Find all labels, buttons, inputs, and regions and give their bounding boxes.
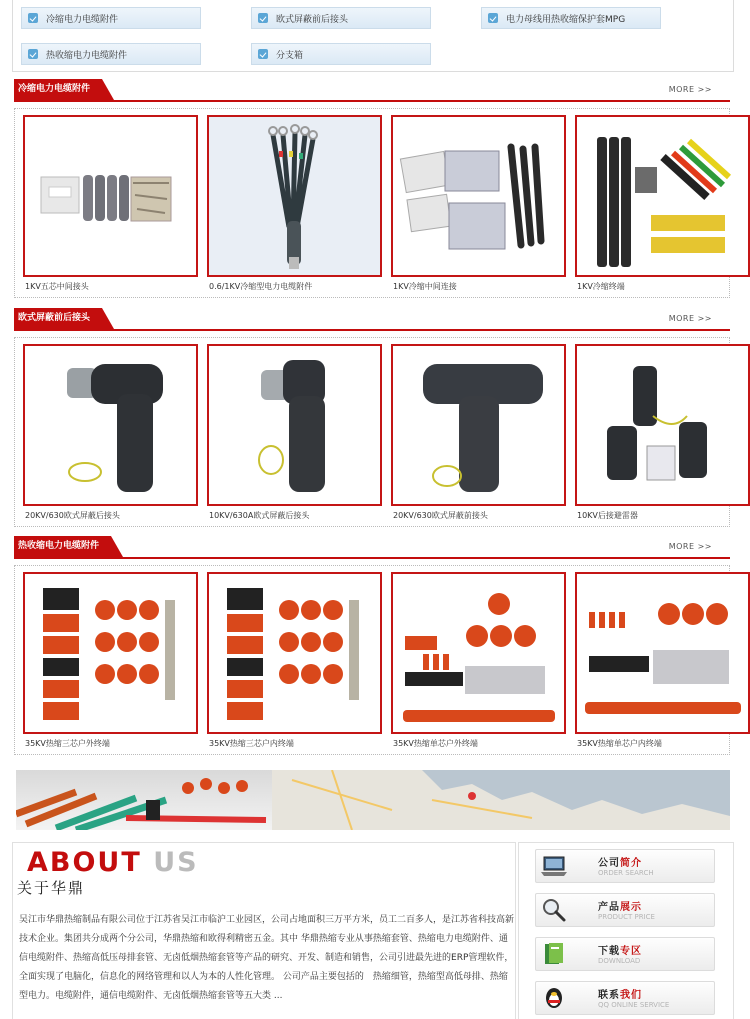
product-image[interactable] xyxy=(23,115,198,277)
product-image[interactable] xyxy=(207,572,382,734)
side-item-products[interactable] xyxy=(535,893,715,927)
product-image[interactable] xyxy=(391,572,566,734)
category-link-euro-connector[interactable] xyxy=(251,7,431,29)
check-square-icon xyxy=(258,13,268,23)
product-card[interactable] xyxy=(391,572,566,749)
product-image[interactable] xyxy=(23,572,198,734)
section-header-cold-shrink xyxy=(14,80,730,102)
side-item-subtitle: ORDER SEARCH xyxy=(598,869,654,877)
product-card[interactable] xyxy=(207,344,382,521)
banner-products-image xyxy=(16,770,272,830)
about-body: 吴江市华鼎热缩制品有限公司位于江苏省吴江市临沪工业园区，公司占地面积三万平方米，员工二百多人，是江苏省科技高新技术企业。集团共分成两个分公司，华鼎热缩和欧得利精密五金。其中 华鼎热缩专业从事热缩套管、热缩电力电缆附件、通信电缆附件、热缩高低压母排套管、无卤低烟热缩套管等产品的研究、开发、制造和销售，公司引进最先进的ERP管理软件，全面实现了电脑化，信息化的网络管理和以人为本的人性化管理。 公司产品主要包括的 热缩细管，热缩型高低母排、热缩型电力。电缆附件，通信电缆附件、无卤低烟热缩套管等五大类 ... xyxy=(19,915,515,1001)
about-decorative-text xyxy=(108,879,413,893)
category-link-branch-box[interactable] xyxy=(251,43,431,65)
category-link-cold-shrink[interactable] xyxy=(21,7,201,29)
side-item-title-a: 联系 xyxy=(598,990,620,1001)
product-grid-cold-shrink xyxy=(14,108,730,298)
about-title-en xyxy=(27,847,199,878)
side-item-title-a: 产品 xyxy=(598,902,620,913)
laptop-icon xyxy=(540,853,568,879)
product-card[interactable] xyxy=(575,572,750,749)
product-card[interactable] xyxy=(391,115,566,292)
side-item-title-a: 下载 xyxy=(598,946,620,957)
product-image[interactable] xyxy=(207,115,382,277)
about-title-cn: 关于华鼎 xyxy=(17,879,86,897)
about-title-en-b: US xyxy=(153,847,199,878)
side-item-title xyxy=(598,854,642,869)
about-title-en-a: ABOUT xyxy=(27,847,142,878)
product-caption[interactable]: 20KV/630欧式屏蔽后接头 xyxy=(25,511,120,520)
more-link[interactable]: MORE >> xyxy=(668,85,712,94)
category-link-heat-shrink[interactable] xyxy=(21,43,201,65)
product-caption[interactable]: 20KV/630欧式屏蔽前接头 xyxy=(393,511,488,520)
product-caption[interactable]: 1KV五芯中间接头 xyxy=(25,282,89,291)
category-link-mpg[interactable] xyxy=(481,7,661,29)
check-square-icon xyxy=(258,49,268,59)
check-square-icon xyxy=(28,49,38,59)
section-header-heat-shrink xyxy=(14,537,730,559)
folder-icon xyxy=(540,941,568,967)
product-caption[interactable]: 0.6/1KV冷缩型电力电缆附件 xyxy=(209,282,313,291)
side-item-subtitle: PRODUCT PRICE xyxy=(598,913,655,921)
product-card[interactable] xyxy=(23,115,198,292)
check-square-icon xyxy=(488,13,498,23)
qq-penguin-icon xyxy=(540,985,568,1011)
section-title: 热收缩电力电缆附件 xyxy=(14,536,111,557)
side-item-contact[interactable] xyxy=(535,981,715,1015)
side-item-title-b: 展示 xyxy=(620,902,642,913)
side-item-title-b: 简介 xyxy=(620,858,642,869)
product-caption[interactable]: 10KV后接避雷器 xyxy=(577,511,638,520)
product-card[interactable] xyxy=(207,572,382,749)
product-card[interactable] xyxy=(23,344,198,521)
side-item-title-a: 公司 xyxy=(598,858,620,869)
product-image[interactable] xyxy=(23,344,198,506)
product-grid-euro-connector xyxy=(14,337,730,527)
side-item-download[interactable] xyxy=(535,937,715,971)
side-item-subtitle: DOWNLOAD xyxy=(598,957,641,965)
product-caption[interactable]: 1KV冷缩终端 xyxy=(577,282,625,291)
category-links xyxy=(12,0,734,72)
product-card[interactable] xyxy=(207,115,382,292)
side-item-title xyxy=(598,942,642,957)
product-caption[interactable]: 35KV热缩三芯户内终端 xyxy=(209,739,294,748)
check-square-icon xyxy=(28,13,38,23)
side-item-title-b: 专区 xyxy=(620,946,642,957)
about-section xyxy=(12,842,516,1019)
category-link-label: 分支箱 xyxy=(276,50,304,61)
product-image[interactable] xyxy=(575,115,750,277)
product-caption[interactable]: 10KV/630A欧式屏蔽后接头 xyxy=(209,511,310,520)
product-grid-heat-shrink xyxy=(14,565,730,755)
category-link-label: 冷缩电力电缆附件 xyxy=(46,14,119,25)
product-card[interactable] xyxy=(575,344,750,521)
category-link-label: 电力母线用热收缩保护套MPG xyxy=(506,14,626,25)
section-title: 冷缩电力电缆附件 xyxy=(14,79,102,100)
product-image[interactable] xyxy=(391,344,566,506)
category-link-label: 热收缩电力电缆附件 xyxy=(46,50,128,61)
banner[interactable] xyxy=(16,770,730,830)
side-item-subtitle: QQ ONLINE SERVICE xyxy=(598,1001,670,1009)
section-header-euro-connector xyxy=(14,309,730,331)
product-caption[interactable]: 35KV热缩单芯户外终端 xyxy=(393,739,478,748)
product-image[interactable] xyxy=(575,572,750,734)
section-title: 欧式屏蔽前后接头 xyxy=(14,308,102,329)
banner-map-image xyxy=(272,770,730,830)
side-menu xyxy=(518,842,734,1019)
product-caption[interactable]: 1KV冷缩中间连接 xyxy=(393,282,457,291)
product-card[interactable] xyxy=(575,115,750,292)
product-card[interactable] xyxy=(23,572,198,749)
product-card[interactable] xyxy=(391,344,566,521)
side-item-title xyxy=(598,986,642,1001)
category-link-label: 欧式屏蔽前后接头 xyxy=(276,14,349,25)
product-caption[interactable]: 35KV热缩单芯户内终端 xyxy=(577,739,662,748)
side-item-title xyxy=(598,898,642,913)
product-image[interactable] xyxy=(575,344,750,506)
product-image[interactable] xyxy=(391,115,566,277)
more-link[interactable]: MORE >> xyxy=(668,314,712,323)
product-image[interactable] xyxy=(207,344,382,506)
side-item-company-intro[interactable] xyxy=(535,849,715,883)
side-item-title-b: 我们 xyxy=(620,990,642,1001)
magnifier-icon xyxy=(540,897,568,923)
product-caption[interactable]: 35KV热缩三芯户外终端 xyxy=(25,739,110,748)
more-link[interactable]: MORE >> xyxy=(668,542,712,551)
